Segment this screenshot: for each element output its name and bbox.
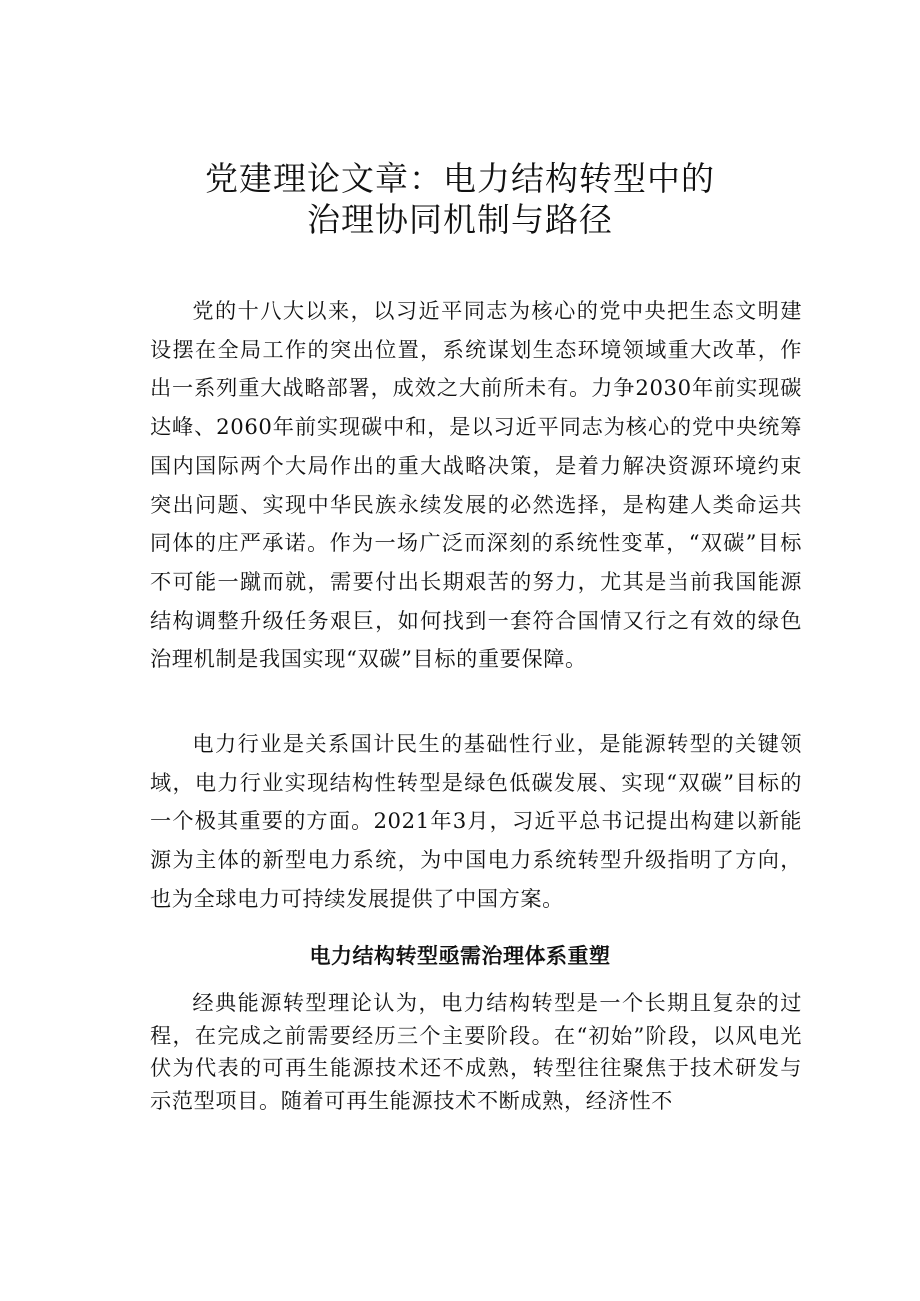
document-title-line-2: 治理协同机制与路径	[307, 200, 613, 239]
body-paragraph-1: 党的十八大以来，以习近平同志为核心的党中央把生态文明建设摆在全局工作的突出位置，系统谋划生态环境领域重大改革，作出一系列重大战略部署，成效之大前所未有。力争2030年前实现碳达峰、2060年前实现碳中和，是以习近平同志为核心的党中央统筹国内国际两个大局作出的重大战略决策，是着力解决资源环境约束突出问题、实现中华民族永续发展的必然选择，是构建人类命运共同体的庄严承诺。作为一场广泛而深刻的系统性变革，“双碳”目标不可能一蹴而就，需要付出长期艰苦的努力，尤其是当前我国能源结构调整升级任务艰巨，如何找到一套符合国情又行之有效的绿色治理机制是我国实现“双碳”目标的重要保障。	[150, 298, 802, 672]
document-title-line-1: 党建理论文章：电力结构转型中的	[205, 159, 715, 198]
section-heading: 电力结构转型亟需治理体系重塑	[309, 944, 611, 968]
body-paragraph-2: 电力行业是关系国计民生的基础性行业，是能源转型的关键领域，电力行业实现结构性转型是绿色低碳发展、实现“双碳”目标的一个极其重要的方面。2021年3月，习近平总书记提出构建以新能源为主体的新型电力系统，为中国电力系统转型升级指明了方向，也为全球电力可持续发展提供了中国方案。	[150, 731, 802, 911]
section-paragraph-1: 经典能源转型理论认为，电力结构转型是一个长期且复杂的过程，在完成之前需要经历三个主要阶段。在“初始”阶段，以风电光伏为代表的可再生能源技术还不成熟，转型往往聚焦于技术研发与示范型项目。随着可再生能源技术不断成熟，经济性不	[150, 990, 802, 1113]
